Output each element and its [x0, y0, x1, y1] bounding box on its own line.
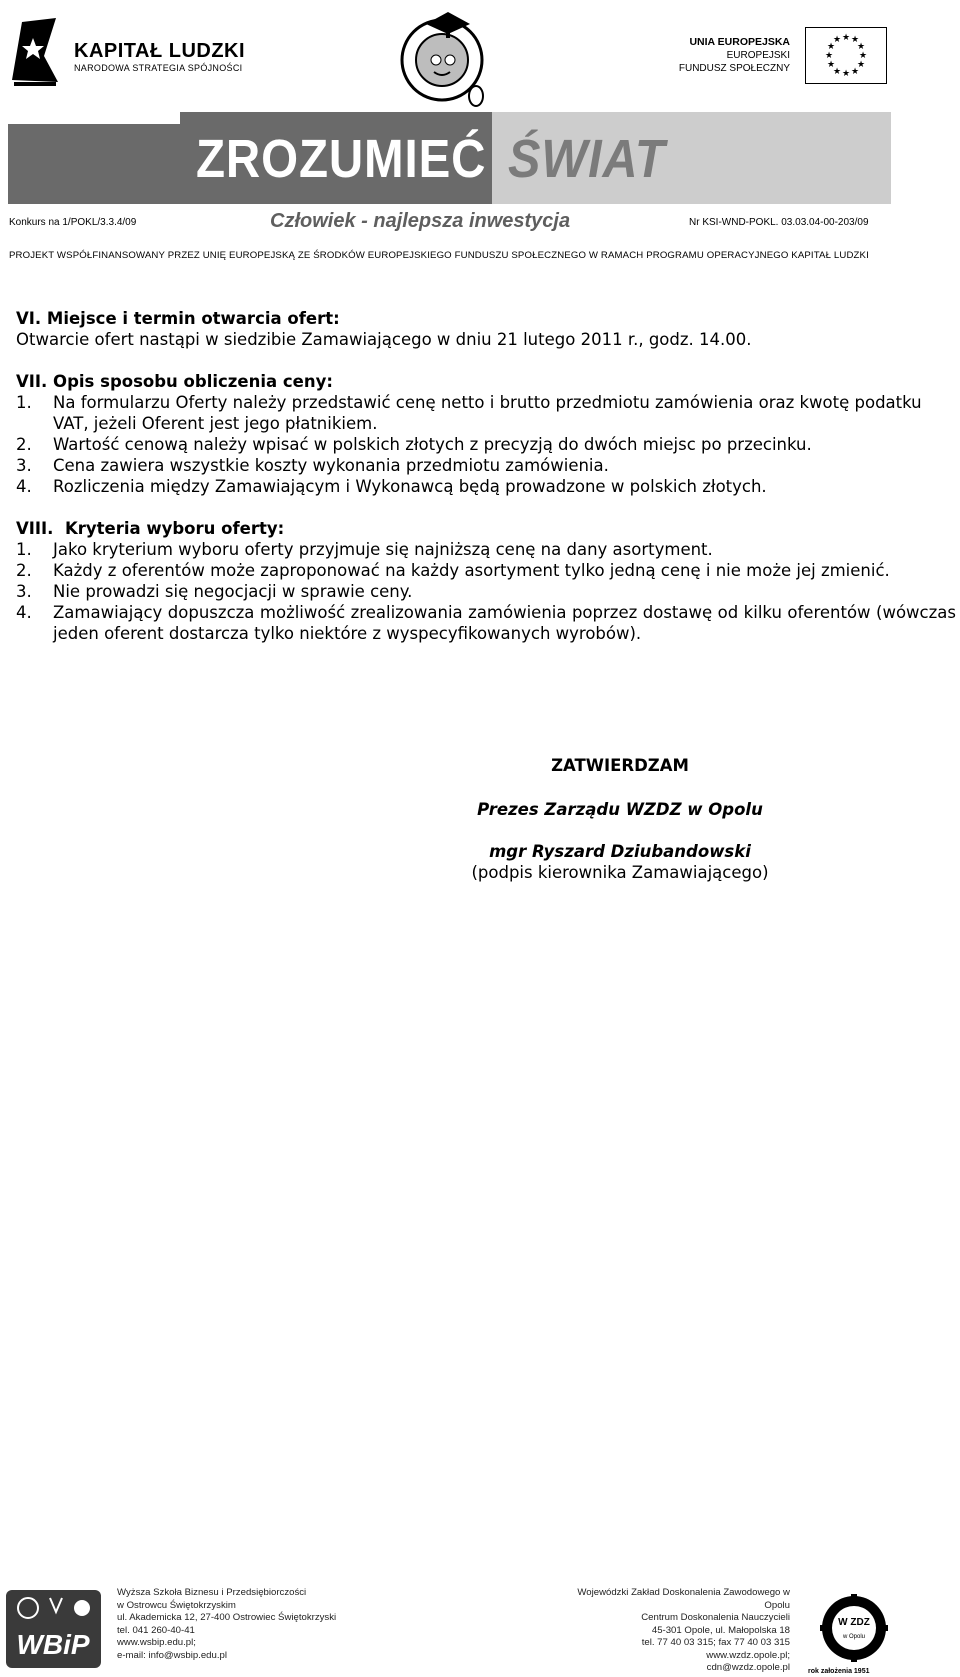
zrozumiec-swiat-badge-icon — [396, 4, 496, 108]
eu-flag-icon — [805, 27, 887, 84]
wsbip-logo-icon — [6, 1590, 101, 1668]
banner-word-zrozumiec: ZROZUMIEĆ — [196, 129, 487, 189]
cofinancing-statement: PROJEKT WSPÓŁFINANSOWANY PRZEZ UNIĘ EUROPEJSKĄ ZE ŚRODKÓW EUROPEJSKIEGO FUNDUSZU SPOŁECZNEGO W RAMACH PROGRAMU OPERACYJNEGO KAPITAŁ LUDZKI — [9, 250, 869, 261]
list-item-text: Każdy z oferentów może zaproponować na każdy asortyment tylko jedną cenę i nie może jej zmienić. — [53, 561, 890, 580]
svg-text:★: ★ — [858, 51, 868, 61]
list-item — [16, 539, 956, 560]
footer-right-line: cdn@wzdz.opole.pl — [706, 1662, 790, 1673]
document-header — [0, 0, 960, 275]
svg-text:★: ★ — [824, 51, 834, 61]
konkurs-number: Konkurs na 1/POKL/3.3.4/09 — [9, 217, 137, 228]
list-item-number: 3. — [16, 456, 32, 475]
footer-right-line: Wojewódzki Zakład Doskonalenia Zawodowego w Opolu — [577, 1587, 790, 1611]
approval-label: ZATWIERDZAM — [551, 756, 689, 775]
tagline: Człowiek - najlepsza inwestycja — [270, 210, 571, 232]
section-vi — [16, 308, 956, 350]
wsbip-logo-text: WBiP — [16, 1629, 90, 1660]
list-item — [16, 560, 956, 581]
svg-text:★: ★ — [841, 33, 851, 43]
banner-left-block — [8, 124, 180, 204]
kapital-ludzki-logo-icon — [8, 16, 62, 88]
section-viii-heading: VIII. Kryteria wyboru oferty: — [16, 519, 285, 538]
footer-left-line: ul. Akademicka 12, 27-400 Ostrowiec Świętokrzyski — [117, 1612, 337, 1623]
footer-right-line: Centrum Doskonalenia Nauczycieli — [641, 1612, 790, 1623]
svg-text:★: ★ — [856, 42, 866, 52]
kapital-ludzki-title: KAPITAŁ LUDZKI — [74, 40, 246, 62]
footer-right-address — [550, 1587, 790, 1675]
list-item-text: Wartość cenową należy wpisać w polskich złotych z precyzją do dwóch miejsc po przecinku. — [53, 435, 812, 454]
ue-label — [600, 36, 790, 75]
ue-line-3: FUNDUSZ SPOŁECZNY — [678, 63, 790, 74]
footer-right-line: 45-301 Opole, ul. Małopolska 18 — [651, 1624, 790, 1636]
ue-line-1: UNIA EUROPEJSKA — [689, 36, 790, 48]
footer-right-line: www.wzdz.opole.pl; — [706, 1649, 790, 1661]
list-item — [16, 434, 956, 455]
document-body — [16, 308, 956, 665]
signatory-role: Prezes Zarządu WZDZ w Opolu — [477, 800, 763, 819]
list-item-number: 4. — [16, 477, 32, 496]
footer-left-line: Wyższa Szkoła Biznesu i Przedsiębiorczości — [117, 1587, 307, 1598]
svg-text:★: ★ — [856, 60, 866, 70]
footer-left-line: e-mail: info@wsbip.edu.pl — [117, 1649, 227, 1661]
footer-right-line: tel. 77 40 03 315; fax 77 40 03 315 — [641, 1637, 790, 1648]
svg-text:★: ★ — [841, 69, 851, 79]
list-item — [16, 581, 956, 602]
wzdz-logo-text: W ZDZ — [838, 1617, 870, 1628]
list-item-text: Nie prowadzi się negocjacji w sprawie ceny. — [53, 582, 413, 601]
section-vi-heading: VI. Miejsce i termin otwarcia ofert: — [16, 309, 340, 328]
list-item-text: Cena zawiera wszystkie koszty wykonania przedmiotu zamówienia. — [53, 456, 609, 475]
list-item-number: 1. — [16, 540, 32, 559]
list-item — [16, 455, 956, 476]
signatory-name: mgr Ryszard Dziubandowski — [489, 842, 751, 861]
signature-block — [430, 755, 810, 883]
project-number: Nr KSI-WND-POKL. 03.03.04-00-203/09 — [689, 217, 869, 228]
footer-left-line: w Ostrowcu Świętokrzyskim — [117, 1599, 236, 1611]
svg-text:★: ★ — [850, 35, 860, 45]
list-item — [16, 476, 956, 497]
svg-text:★: ★ — [826, 60, 836, 70]
list-item-number: 4. — [16, 603, 32, 622]
section-vi-text: Otwarcie ofert nastąpi w siedzibie Zamawiającego w dniu 21 lutego 2011 r., godz. 14.00. — [16, 330, 752, 349]
list-item-number: 3. — [16, 582, 32, 601]
banner-word-swiat: ŚWIAT — [508, 129, 666, 189]
footer-left-address — [117, 1587, 336, 1662]
founding-year: rok założenia 1951 — [808, 1668, 870, 1675]
list-item-text: Na formularzu Oferty należy przedstawić cenę netto i brutto przedmiotu zamówienia oraz kwotę podatku VAT, jeżeli Oferent jest jego płatnikiem. — [53, 393, 922, 433]
svg-text:★: ★ — [832, 67, 842, 77]
wzdz-logo-icon — [820, 1594, 888, 1668]
signature-caption: (podpis kierownika Zamawiającego) — [471, 863, 769, 882]
list-item-text: Zamawiający dopuszcza możliwość zrealizowania zamówienia poprzez dostawę od kilku oferentów (wówczas jeden oferent dostarcza tylko niektóre z wyspecyfikowanych wyrobów). — [53, 603, 956, 643]
kapital-ludzki-subtitle: NARODOWA STRATEGIA SPÓJNOŚCI — [74, 63, 243, 73]
list-item — [16, 392, 956, 434]
section-vii — [16, 371, 956, 497]
svg-text:★: ★ — [826, 42, 836, 52]
list-item — [16, 602, 956, 644]
svg-text:★: ★ — [850, 67, 860, 77]
list-item-number: 1. — [16, 393, 32, 412]
list-item-text: Rozliczenia między Zamawiającym i Wykonawcą będą prowadzone w polskich złotych. — [53, 477, 767, 496]
footer-left-line: www.wsbip.edu.pl; — [117, 1637, 196, 1648]
list-item-number: 2. — [16, 435, 32, 454]
ue-line-2: EUROPEJSKI — [726, 50, 790, 61]
list-item-text: Jako kryterium wyboru oferty przyjmuje się najniższą cenę na dany asortyment. — [53, 540, 713, 559]
section-vii-heading: VII. Opis sposobu obliczenia ceny: — [16, 372, 333, 391]
wzdz-logo-subtext: w Opolu — [842, 1634, 866, 1640]
list-item-number: 2. — [16, 561, 32, 580]
footer-left-line: tel. 041 260-40-41 — [117, 1624, 195, 1636]
svg-text:★: ★ — [832, 35, 842, 45]
section-viii — [16, 518, 956, 644]
